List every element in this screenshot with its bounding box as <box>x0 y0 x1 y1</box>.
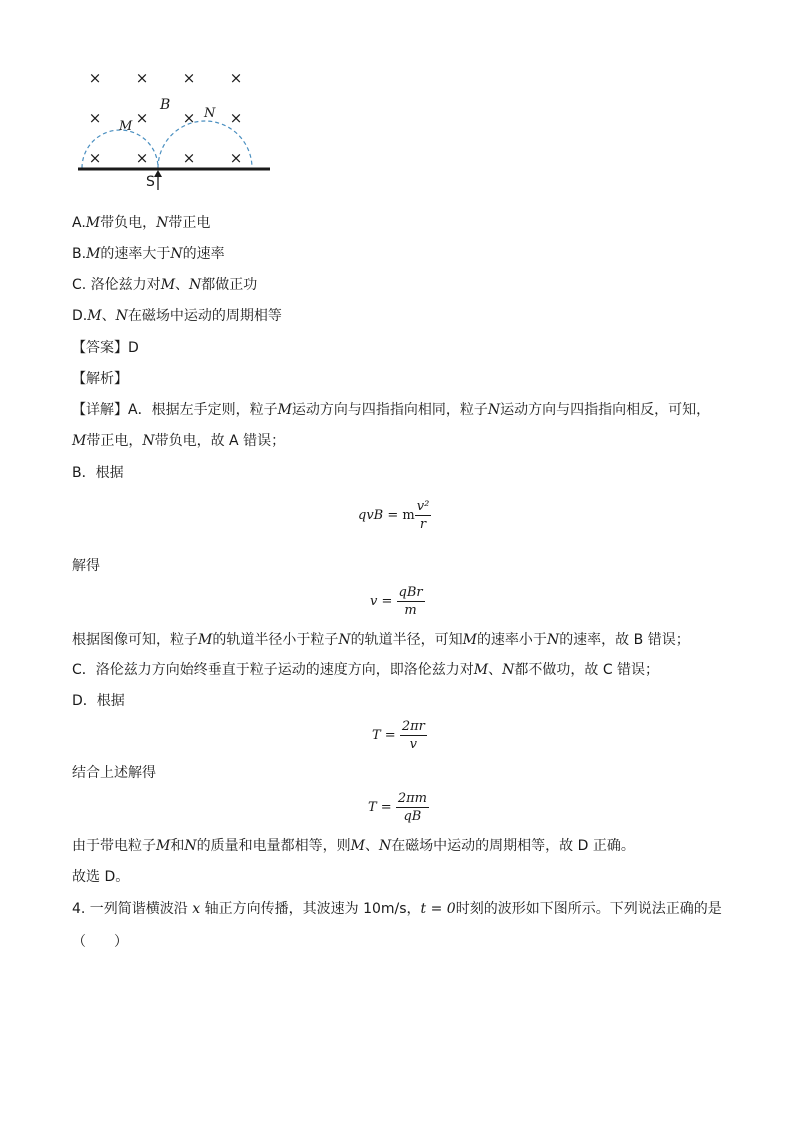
cross-symbol: × <box>135 109 149 127</box>
detail-c-line <box>72 658 659 682</box>
fraction <box>396 790 429 825</box>
detail-text: 的轨道半径小于粒子 <box>212 632 339 648</box>
detail-text: 故选 D。 <box>72 869 130 885</box>
detail-text: 结合上述解得 <box>72 765 156 781</box>
question-text: 4. 一列简谐横波沿 <box>72 901 193 917</box>
question-4-paren <box>72 930 128 954</box>
particle-symbol: N <box>546 632 560 648</box>
particle-symbol: N <box>170 246 183 262</box>
fraction <box>415 498 432 533</box>
fraction <box>400 718 427 753</box>
detail-text: 的轨道半径，可知 <box>350 632 463 648</box>
detail-text: 【详解】A．根据左手定则，粒子 <box>72 402 278 418</box>
particle-symbol: M <box>72 433 87 449</box>
particle-symbol: M <box>86 246 101 262</box>
detail-text: 都不做功，故 C 错误； <box>514 662 660 678</box>
particle-symbol: M <box>198 632 213 648</box>
particle-symbol: N <box>184 838 197 854</box>
detail-text: 运动方向与四指指向相同，粒子 <box>291 402 488 418</box>
detail-d-label <box>72 689 125 713</box>
question-4 <box>72 897 722 921</box>
particle-label-N: N <box>204 106 216 121</box>
variable-t: t = 0 <box>420 901 456 917</box>
combine-label <box>72 761 156 785</box>
eq-left: T <box>372 728 381 743</box>
option-text: 的速率 <box>182 246 225 262</box>
answer-line <box>72 336 139 360</box>
detail-b-label <box>72 461 124 485</box>
detail-text: 解得 <box>72 558 100 574</box>
denominator: r <box>419 517 427 532</box>
option-text: 洛伦兹力对 <box>90 277 161 293</box>
particle-symbol: N <box>378 838 392 854</box>
option-text: 、 <box>175 277 190 293</box>
option-prefix: D. <box>72 308 88 324</box>
detail-text: C．洛伦兹力方向始终垂直于粒子运动的速度方向，即洛伦兹力对 <box>72 662 474 678</box>
detail-text: 的质量和电量都相等，则 <box>196 838 351 854</box>
option-b <box>72 242 225 266</box>
detail-text: B．根据 <box>72 465 124 481</box>
particle-symbol: M <box>160 277 176 293</box>
particle-symbol: N <box>487 402 501 418</box>
answer-blank: （ ） <box>72 934 128 950</box>
magnetic-field-figure <box>70 62 280 192</box>
detail-text: 、 <box>488 662 503 678</box>
option-c <box>72 273 257 297</box>
particle-symbol: N <box>338 632 351 648</box>
analysis-heading <box>72 367 128 391</box>
eq-left: T <box>368 800 377 815</box>
detail-text: 和 <box>170 838 185 854</box>
eq-sign: = <box>377 594 397 609</box>
detail-a-line1 <box>72 398 710 422</box>
cross-symbol: × <box>88 69 102 87</box>
detail-text: 由于带电粒子 <box>72 838 156 854</box>
numerator: qBr <box>398 585 423 600</box>
particle-symbol: M <box>473 662 489 678</box>
option-text: 在磁场中运动的周期相等 <box>127 308 282 324</box>
numerator: v² <box>416 499 430 514</box>
particle-symbol: M <box>85 215 101 231</box>
detail-text: D．根据 <box>72 693 125 709</box>
cross-symbol: × <box>135 149 149 167</box>
particle-symbol: M <box>462 632 477 648</box>
particle-symbol: N <box>156 215 169 231</box>
denominator: m <box>404 603 417 618</box>
option-prefix: A. <box>72 215 86 231</box>
eq-sign: = <box>376 800 396 815</box>
solve-label <box>72 554 100 578</box>
cross-symbol: × <box>229 109 243 127</box>
denominator: qB <box>403 809 422 824</box>
detail-a-line2 <box>72 429 285 453</box>
cross-symbol: × <box>182 149 196 167</box>
particle-symbol: M <box>350 838 365 854</box>
option-text: 都做正功 <box>201 277 258 293</box>
detail-text: 在磁场中运动的周期相等，故 D 正确。 <box>391 838 635 854</box>
cross-symbol: × <box>229 149 243 167</box>
particle-symbol: M <box>156 838 171 854</box>
particle-symbol: M <box>277 402 292 418</box>
question-text: 时刻的波形如下图所示。下列说法正确的是 <box>455 901 722 917</box>
analysis-label: 【解析】 <box>72 371 128 387</box>
option-text: 带负电， <box>100 215 157 231</box>
answer-label: 【答案】 <box>72 340 128 356</box>
option-text: 带正电 <box>168 215 211 231</box>
eq-left: qvB <box>358 508 384 523</box>
detail-text: 带正电， <box>86 433 143 449</box>
question-text: 轴正方向传播，其波速为 10m/s， <box>200 901 421 917</box>
option-prefix: B. <box>72 246 87 262</box>
particle-label-M: M <box>119 119 133 134</box>
option-prefix: C. <box>72 277 87 293</box>
choose-line <box>72 865 129 889</box>
numerator: 2πr <box>401 719 425 734</box>
variable-x: x <box>192 901 201 917</box>
equation-period-r <box>372 718 427 753</box>
field-label-B: B <box>160 97 171 113</box>
option-text: 、 <box>101 308 116 324</box>
eq-sign: = <box>380 728 400 743</box>
denominator: v <box>409 737 418 752</box>
particle-symbol: N <box>115 308 128 324</box>
detail-text: 的速率小于 <box>476 632 547 648</box>
entry-arrow-head <box>154 170 162 177</box>
particle-symbol: N <box>189 277 202 293</box>
option-text: 的速率大于 <box>100 246 171 262</box>
cross-symbol: × <box>182 109 196 127</box>
numerator: 2πm <box>397 791 427 806</box>
particle-symbol: N <box>142 433 155 449</box>
equation-velocity <box>370 584 425 619</box>
detail-text: 、 <box>364 838 379 854</box>
fraction <box>397 584 425 619</box>
cross-symbol: × <box>182 69 196 87</box>
cross-symbol: × <box>135 69 149 87</box>
particle-symbol: N <box>502 662 515 678</box>
detail-text: 运动方向与四指指向相反，可知， <box>500 402 711 418</box>
option-d <box>72 304 282 328</box>
cross-symbol: × <box>88 109 102 127</box>
eq-left: v <box>370 594 378 609</box>
answer-value: D <box>128 340 139 356</box>
cross-symbol: × <box>88 149 102 167</box>
detail-text: 根据图像可知，粒子 <box>72 632 198 648</box>
cross-symbol: × <box>229 69 243 87</box>
field-crosses <box>89 69 243 167</box>
option-a <box>72 211 210 235</box>
detail-text: 带负电，故 A 错误； <box>154 433 286 449</box>
detail-d-line <box>72 834 635 858</box>
source-label-S: S <box>146 174 155 190</box>
equation-period-m <box>368 790 429 825</box>
eq-sign: = m <box>383 508 415 523</box>
detail-text: 的速率，故 B 错误； <box>559 632 690 648</box>
equation-lorentz-centripetal <box>358 498 431 533</box>
detail-b-line <box>72 628 690 652</box>
particle-symbol: M <box>87 308 102 324</box>
